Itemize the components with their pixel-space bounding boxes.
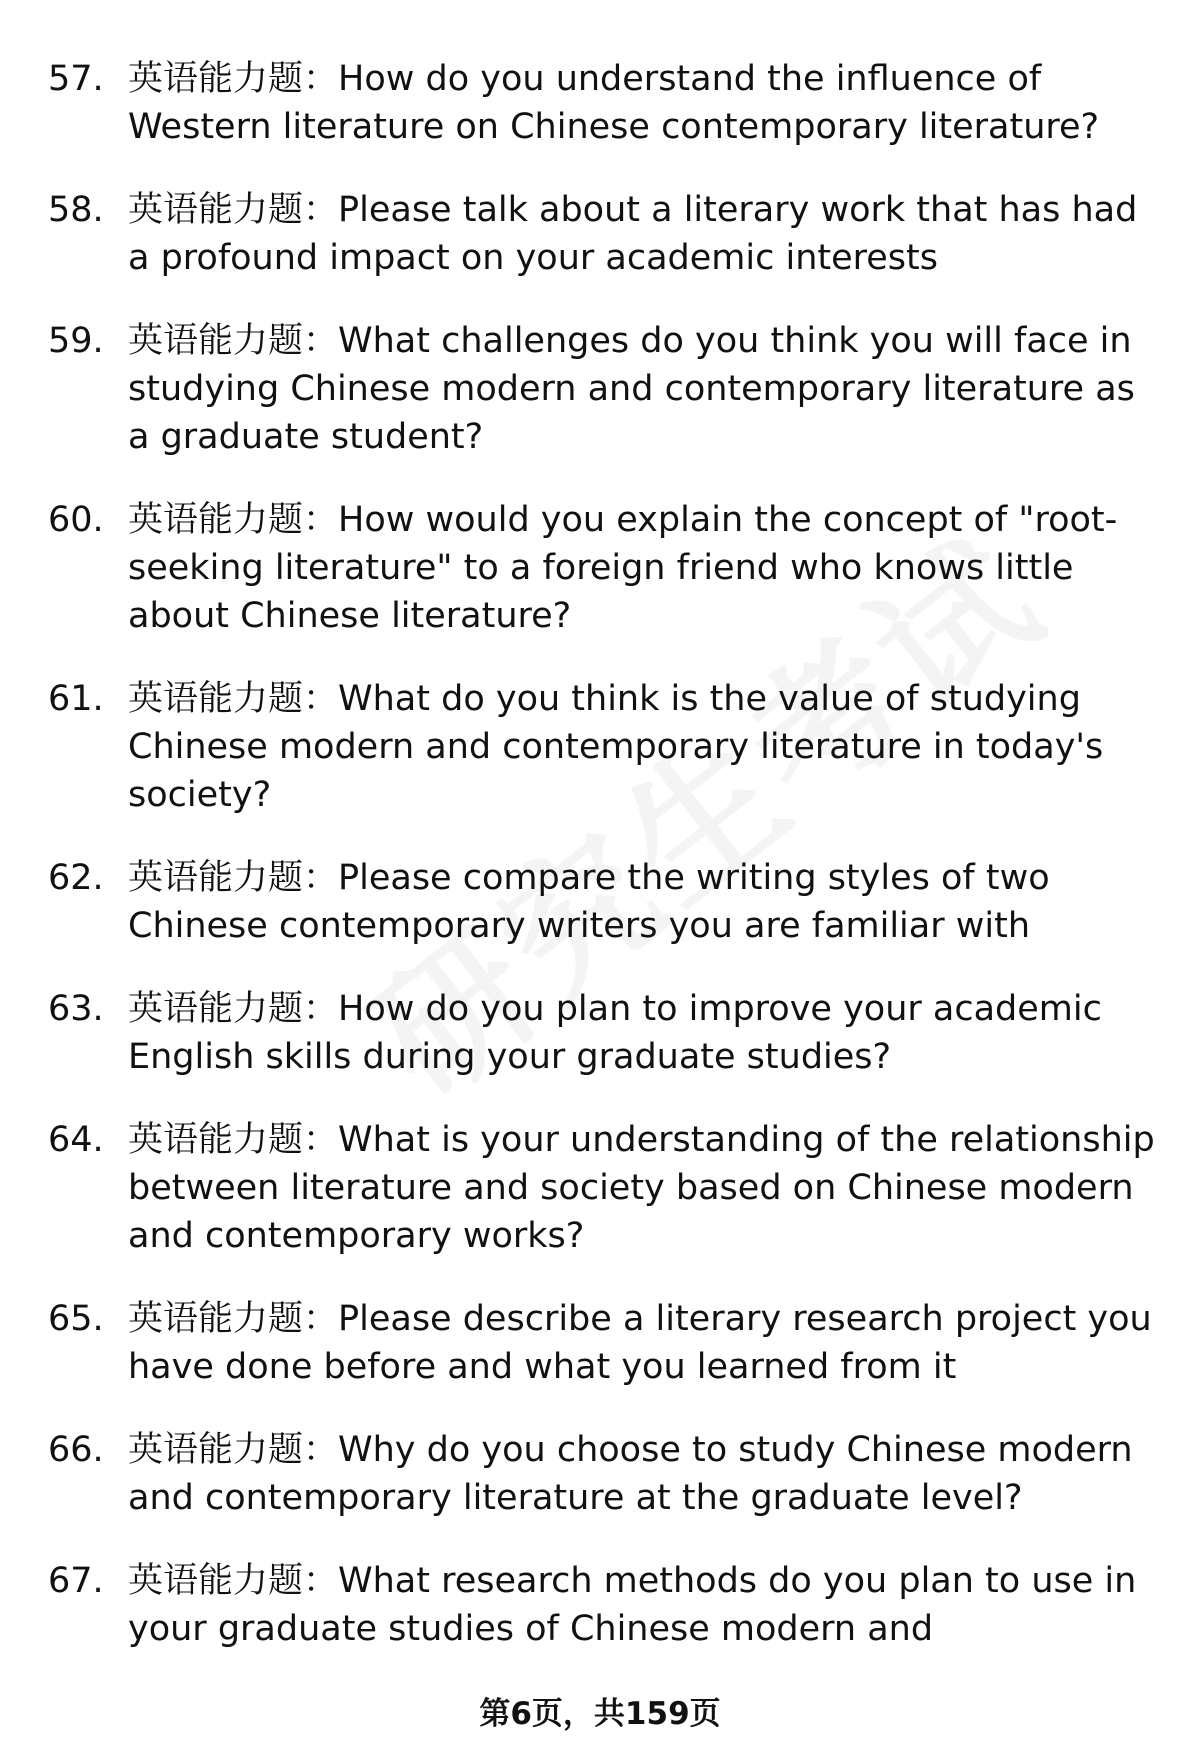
question-number: 63. xyxy=(48,989,104,1029)
question-type: 英语能力题： xyxy=(128,500,339,540)
question-type: 英语能力题： xyxy=(128,989,339,1029)
question-item xyxy=(48,317,1158,461)
question-list xyxy=(48,55,1158,1688)
question-type: 英语能力题： xyxy=(128,679,339,719)
question-text: What is your understanding of the relationship between literature and society based on Chinese modern and contemporary works? xyxy=(128,1120,1155,1256)
question-number: 59. xyxy=(48,321,104,361)
question-text: How do you plan to improve your academic English skills during your graduate studies? xyxy=(128,989,1102,1077)
question-type: 英语能力题： xyxy=(128,190,339,230)
question-item xyxy=(48,854,1158,950)
question-type: 英语能力题： xyxy=(128,858,339,898)
question-number: 57. xyxy=(48,59,104,99)
question-type: 英语能力题： xyxy=(128,1299,339,1339)
question-text: What do you think is the value of studying Chinese modern and contemporary literature in today's society? xyxy=(128,679,1104,815)
question-number: 65. xyxy=(48,1299,104,1339)
question-item xyxy=(48,55,1158,151)
question-item xyxy=(48,496,1158,640)
question-number: 67. xyxy=(48,1561,104,1601)
question-number: 60. xyxy=(48,500,104,540)
question-item xyxy=(48,1426,1158,1522)
question-number: 64. xyxy=(48,1120,104,1160)
question-type: 英语能力题： xyxy=(128,1561,339,1601)
question-text: Please describe a literary research project you have done before and what you learned from it xyxy=(128,1299,1152,1387)
question-number: 61. xyxy=(48,679,104,719)
question-type: 英语能力题： xyxy=(128,321,339,361)
question-text: Why do you choose to study Chinese modern and contemporary literature at the graduate level? xyxy=(128,1430,1133,1518)
question-type: 英语能力题： xyxy=(128,59,339,99)
question-text: How would you explain the concept of "root-seeking literature" to a foreign friend who knows little about Chinese literature? xyxy=(128,500,1118,636)
question-number: 66. xyxy=(48,1430,104,1470)
question-type: 英语能力题： xyxy=(128,1120,339,1160)
question-text: What challenges do you think you will face in studying Chinese modern and contemporary literature as a graduate student? xyxy=(128,321,1135,457)
question-type: 英语能力题： xyxy=(128,1430,339,1470)
question-text: How do you understand the influence of Western literature on Chinese contemporary literature? xyxy=(128,59,1100,147)
question-text: What research methods do you plan to use in your graduate studies of Chinese modern and xyxy=(128,1561,1137,1649)
question-item xyxy=(48,1116,1158,1260)
question-item xyxy=(48,675,1158,819)
question-item xyxy=(48,1295,1158,1391)
question-item xyxy=(48,985,1158,1081)
question-number: 62. xyxy=(48,858,104,898)
question-text: Please talk about a literary work that has had a profound impact on your academic interests xyxy=(128,190,1138,278)
question-text: Please compare the writing styles of two Chinese contemporary writers you are familiar with xyxy=(128,858,1050,946)
question-number: 58. xyxy=(48,190,104,230)
page-footer: 第6页，共159页 xyxy=(479,1696,721,1732)
question-item xyxy=(48,1557,1158,1653)
question-item xyxy=(48,186,1158,282)
